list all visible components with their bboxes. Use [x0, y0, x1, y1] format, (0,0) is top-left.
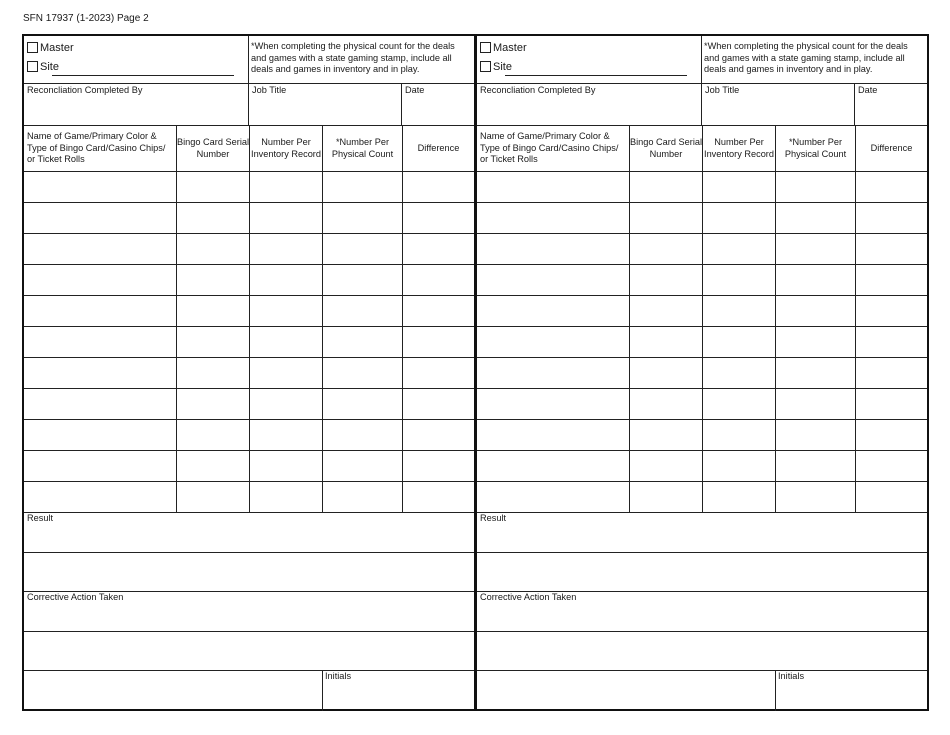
- difference-cell[interactable]: [402, 420, 474, 450]
- physical-count-cell[interactable]: [322, 296, 402, 326]
- result-field[interactable]: [477, 513, 927, 552]
- difference-cell[interactable]: [402, 482, 474, 512]
- physical-count-cell[interactable]: [775, 172, 855, 202]
- inventory-record-cell[interactable]: [702, 296, 775, 326]
- serial-number-cell[interactable]: [629, 420, 702, 450]
- inventory-record-cell[interactable]: [702, 420, 775, 450]
- corrective-continuation-field[interactable]: [24, 632, 474, 670]
- game-name-cell[interactable]: [24, 265, 176, 295]
- column-header-inventory-record: Number Per Inventory Record: [249, 126, 322, 171]
- type-selection-row: [477, 36, 927, 84]
- inventory-record-cell[interactable]: [702, 389, 775, 419]
- difference-cell[interactable]: [855, 265, 927, 295]
- table-row: [477, 265, 927, 296]
- physical-count-cell[interactable]: [322, 451, 402, 481]
- result-label: Result: [27, 513, 54, 523]
- difference-cell[interactable]: [855, 420, 927, 450]
- serial-number-cell[interactable]: [176, 389, 249, 419]
- physical-count-note: *When completing the physical count for the deals and games with a state gaming stamp, include all deals and games in inventory and in play.: [701, 36, 927, 83]
- signature-field[interactable]: [24, 671, 322, 711]
- table-row: [24, 451, 474, 482]
- physical-count-cell[interactable]: [322, 327, 402, 357]
- table-body: [477, 172, 927, 513]
- difference-cell[interactable]: [402, 451, 474, 481]
- difference-cell[interactable]: [855, 482, 927, 512]
- game-name-cell[interactable]: [24, 389, 176, 419]
- master-label: Master: [40, 41, 74, 54]
- master-option[interactable]: [480, 38, 698, 57]
- game-name-cell[interactable]: [24, 358, 176, 388]
- master-checkbox[interactable]: [480, 42, 491, 53]
- serial-number-cell[interactable]: [629, 172, 702, 202]
- completion-info-row: [24, 84, 474, 126]
- serial-number-cell[interactable]: [629, 327, 702, 357]
- difference-cell[interactable]: [402, 203, 474, 233]
- serial-number-cell[interactable]: [629, 265, 702, 295]
- result-continuation-row[interactable]: [477, 553, 927, 592]
- initials-row: [24, 671, 474, 711]
- game-name-cell[interactable]: [24, 420, 176, 450]
- physical-count-note: *When completing the physical count for the deals and games with a state gaming stamp, include all deals and games in inventory and in play.: [248, 36, 474, 83]
- corrective-action-label: Corrective Action Taken: [27, 592, 124, 602]
- site-name-field[interactable]: [505, 75, 687, 76]
- serial-number-cell[interactable]: [176, 203, 249, 233]
- table-row: [24, 358, 474, 389]
- site-option[interactable]: [27, 57, 245, 76]
- column-header-difference: Difference: [855, 126, 927, 171]
- physical-count-cell[interactable]: [775, 420, 855, 450]
- serial-number-cell[interactable]: [629, 358, 702, 388]
- inventory-record-cell[interactable]: [249, 451, 322, 481]
- serial-number-cell[interactable]: [629, 389, 702, 419]
- serial-number-cell[interactable]: [176, 265, 249, 295]
- site-option[interactable]: [480, 57, 698, 76]
- game-name-cell[interactable]: [24, 482, 176, 512]
- table-row: [24, 482, 474, 513]
- inventory-record-cell[interactable]: [249, 234, 322, 264]
- physical-count-cell[interactable]: [775, 234, 855, 264]
- result-continuation-field[interactable]: [24, 553, 474, 591]
- difference-cell[interactable]: [402, 172, 474, 202]
- inventory-record-cell[interactable]: [249, 358, 322, 388]
- table-row: [24, 203, 474, 234]
- serial-number-cell[interactable]: [176, 172, 249, 202]
- serial-number-cell[interactable]: [176, 451, 249, 481]
- inventory-record-cell[interactable]: [702, 451, 775, 481]
- game-name-cell[interactable]: [24, 172, 176, 202]
- type-checkboxes: [24, 36, 248, 83]
- site-checkbox[interactable]: [27, 61, 38, 72]
- serial-number-cell[interactable]: [629, 234, 702, 264]
- serial-number-cell[interactable]: [176, 358, 249, 388]
- table-row: [477, 358, 927, 389]
- site-label: Site: [493, 60, 512, 73]
- inventory-record-cell[interactable]: [249, 389, 322, 419]
- job-title-field[interactable]: [701, 84, 854, 125]
- inventory-record-cell[interactable]: [249, 265, 322, 295]
- site-checkbox[interactable]: [480, 61, 491, 72]
- difference-cell[interactable]: [855, 296, 927, 326]
- date-field[interactable]: [854, 84, 927, 125]
- table-header-row: [24, 126, 474, 172]
- serial-number-cell[interactable]: [176, 296, 249, 326]
- serial-number-cell[interactable]: [176, 420, 249, 450]
- corrective-action-row[interactable]: [24, 592, 474, 632]
- physical-count-cell[interactable]: [775, 265, 855, 295]
- difference-cell[interactable]: [855, 389, 927, 419]
- initials-field[interactable]: [775, 671, 927, 711]
- table-row: [477, 420, 927, 451]
- difference-cell[interactable]: [402, 234, 474, 264]
- inventory-record-cell[interactable]: [702, 482, 775, 512]
- serial-number-cell[interactable]: [629, 203, 702, 233]
- inventory-record-cell[interactable]: [249, 172, 322, 202]
- reconciliation-completed-by-field[interactable]: [477, 84, 701, 125]
- date-label: Date: [858, 85, 878, 95]
- difference-cell[interactable]: [402, 389, 474, 419]
- physical-count-cell[interactable]: [322, 420, 402, 450]
- column-header-physical-count: *Number Per Physical Count: [775, 126, 855, 171]
- game-name-cell[interactable]: [477, 451, 629, 481]
- signature-field[interactable]: [477, 671, 775, 711]
- inventory-record-cell[interactable]: [702, 358, 775, 388]
- table-row: [477, 327, 927, 358]
- physical-count-cell[interactable]: [775, 358, 855, 388]
- type-selection-row: [24, 36, 474, 84]
- inventory-record-cell[interactable]: [249, 327, 322, 357]
- job-title-field[interactable]: [248, 84, 401, 125]
- game-name-cell[interactable]: [477, 172, 629, 202]
- difference-cell[interactable]: [855, 172, 927, 202]
- table-row: [24, 265, 474, 296]
- physical-count-cell[interactable]: [775, 327, 855, 357]
- game-name-cell[interactable]: [477, 420, 629, 450]
- difference-cell[interactable]: [402, 265, 474, 295]
- table-row: [477, 482, 927, 513]
- table-row: [24, 327, 474, 358]
- inventory-panel-right: [476, 34, 929, 711]
- physical-count-cell[interactable]: [775, 389, 855, 419]
- reconciliation-completed-by-field[interactable]: [24, 84, 248, 125]
- table-row: [24, 420, 474, 451]
- initials-row: [477, 671, 927, 711]
- inventory-record-cell[interactable]: [249, 203, 322, 233]
- column-header-game-name: Name of Game/Primary Color & Type of Bingo Card/Casino Chips/ or Ticket Rolls: [480, 131, 619, 165]
- result-continuation-field[interactable]: [477, 553, 927, 591]
- date-label: Date: [405, 85, 425, 95]
- inventory-record-cell[interactable]: [249, 420, 322, 450]
- master-label: Master: [493, 41, 527, 54]
- table-row: [477, 172, 927, 203]
- physical-count-cell[interactable]: [775, 482, 855, 512]
- form-identifier: SFN 17937 (1-2023) Page 2: [23, 13, 149, 24]
- inventory-record-cell[interactable]: [249, 482, 322, 512]
- table-row: [477, 389, 927, 420]
- reconciliation-label: Reconcliation Completed By: [27, 85, 143, 95]
- difference-cell[interactable]: [855, 358, 927, 388]
- site-name-field[interactable]: [52, 75, 234, 76]
- inventory-record-cell[interactable]: [702, 203, 775, 233]
- date-field[interactable]: [401, 84, 474, 125]
- master-checkbox[interactable]: [27, 42, 38, 53]
- master-option[interactable]: [27, 38, 245, 57]
- game-name-cell[interactable]: [24, 327, 176, 357]
- serial-number-cell[interactable]: [176, 482, 249, 512]
- result-row[interactable]: [24, 513, 474, 553]
- difference-cell[interactable]: [402, 358, 474, 388]
- column-header-inventory-record: Number Per Inventory Record: [702, 126, 775, 171]
- initials-field[interactable]: [322, 671, 474, 711]
- corrective-action-row[interactable]: [477, 592, 927, 632]
- column-header-physical-count: *Number Per Physical Count: [322, 126, 402, 171]
- completion-info-row: [477, 84, 927, 126]
- inventory-record-cell[interactable]: [249, 296, 322, 326]
- serial-number-cell[interactable]: [629, 482, 702, 512]
- column-header-game-name: Name of Game/Primary Color & Type of Bingo Card/Casino Chips/ or Ticket Rolls: [27, 131, 166, 165]
- column-header-serial-number: Bingo Card Serial Number: [176, 126, 249, 171]
- game-name-cell[interactable]: [477, 327, 629, 357]
- table-row: [24, 389, 474, 420]
- game-name-cell[interactable]: [24, 203, 176, 233]
- game-name-cell[interactable]: [477, 389, 629, 419]
- corrective-continuation-row[interactable]: [477, 632, 927, 671]
- serial-number-cell[interactable]: [629, 296, 702, 326]
- reconciliation-label: Reconcliation Completed By: [480, 85, 596, 95]
- difference-cell[interactable]: [402, 296, 474, 326]
- table-row: [24, 172, 474, 203]
- job-title-label: Job Title: [252, 85, 287, 95]
- game-name-cell[interactable]: [477, 358, 629, 388]
- physical-count-cell[interactable]: [322, 482, 402, 512]
- physical-count-cell[interactable]: [322, 234, 402, 264]
- table-body: [24, 172, 474, 513]
- site-label: Site: [40, 60, 59, 73]
- column-header-serial-number: Bingo Card Serial Number: [629, 126, 702, 171]
- difference-cell[interactable]: [402, 327, 474, 357]
- inventory-record-cell[interactable]: [702, 265, 775, 295]
- difference-cell[interactable]: [855, 327, 927, 357]
- inventory-panel-left: [22, 34, 476, 711]
- table-row: [24, 296, 474, 327]
- physical-count-cell[interactable]: [775, 451, 855, 481]
- game-name-cell[interactable]: [477, 482, 629, 512]
- table-row: [477, 296, 927, 327]
- corrective-action-field[interactable]: [477, 592, 927, 631]
- physical-count-cell[interactable]: [322, 172, 402, 202]
- table-row: [477, 203, 927, 234]
- game-name-cell[interactable]: [477, 234, 629, 264]
- game-name-cell[interactable]: [24, 234, 176, 264]
- game-name-cell[interactable]: [477, 296, 629, 326]
- table-header-row: [477, 126, 927, 172]
- corrective-continuation-row[interactable]: [24, 632, 474, 671]
- game-name-cell[interactable]: [477, 203, 629, 233]
- difference-cell[interactable]: [855, 203, 927, 233]
- job-title-label: Job Title: [705, 85, 740, 95]
- corrective-action-label: Corrective Action Taken: [480, 592, 577, 602]
- inventory-record-cell[interactable]: [702, 234, 775, 264]
- serial-number-cell[interactable]: [176, 234, 249, 264]
- type-checkboxes: [477, 36, 701, 83]
- corrective-continuation-field[interactable]: [477, 632, 927, 670]
- result-field[interactable]: [24, 513, 474, 552]
- physical-count-cell[interactable]: [322, 389, 402, 419]
- game-name-cell[interactable]: [477, 265, 629, 295]
- game-name-cell[interactable]: [24, 296, 176, 326]
- inventory-record-cell[interactable]: [702, 327, 775, 357]
- result-label: Result: [480, 513, 507, 523]
- result-continuation-row[interactable]: [24, 553, 474, 592]
- column-header-difference: Difference: [402, 126, 474, 171]
- game-name-cell[interactable]: [24, 451, 176, 481]
- corrective-action-field[interactable]: [24, 592, 474, 631]
- difference-cell[interactable]: [855, 451, 927, 481]
- physical-count-cell[interactable]: [322, 265, 402, 295]
- serial-number-cell[interactable]: [629, 451, 702, 481]
- physical-count-cell[interactable]: [322, 358, 402, 388]
- table-row: [477, 451, 927, 482]
- physical-count-cell[interactable]: [322, 203, 402, 233]
- inventory-record-cell[interactable]: [702, 172, 775, 202]
- difference-cell[interactable]: [855, 234, 927, 264]
- initials-label: Initials: [325, 671, 352, 681]
- result-row[interactable]: [477, 513, 927, 553]
- physical-count-cell[interactable]: [775, 203, 855, 233]
- physical-count-cell[interactable]: [775, 296, 855, 326]
- initials-label: Initials: [778, 671, 805, 681]
- table-row: [24, 234, 474, 265]
- serial-number-cell[interactable]: [176, 327, 249, 357]
- table-row: [477, 234, 927, 265]
